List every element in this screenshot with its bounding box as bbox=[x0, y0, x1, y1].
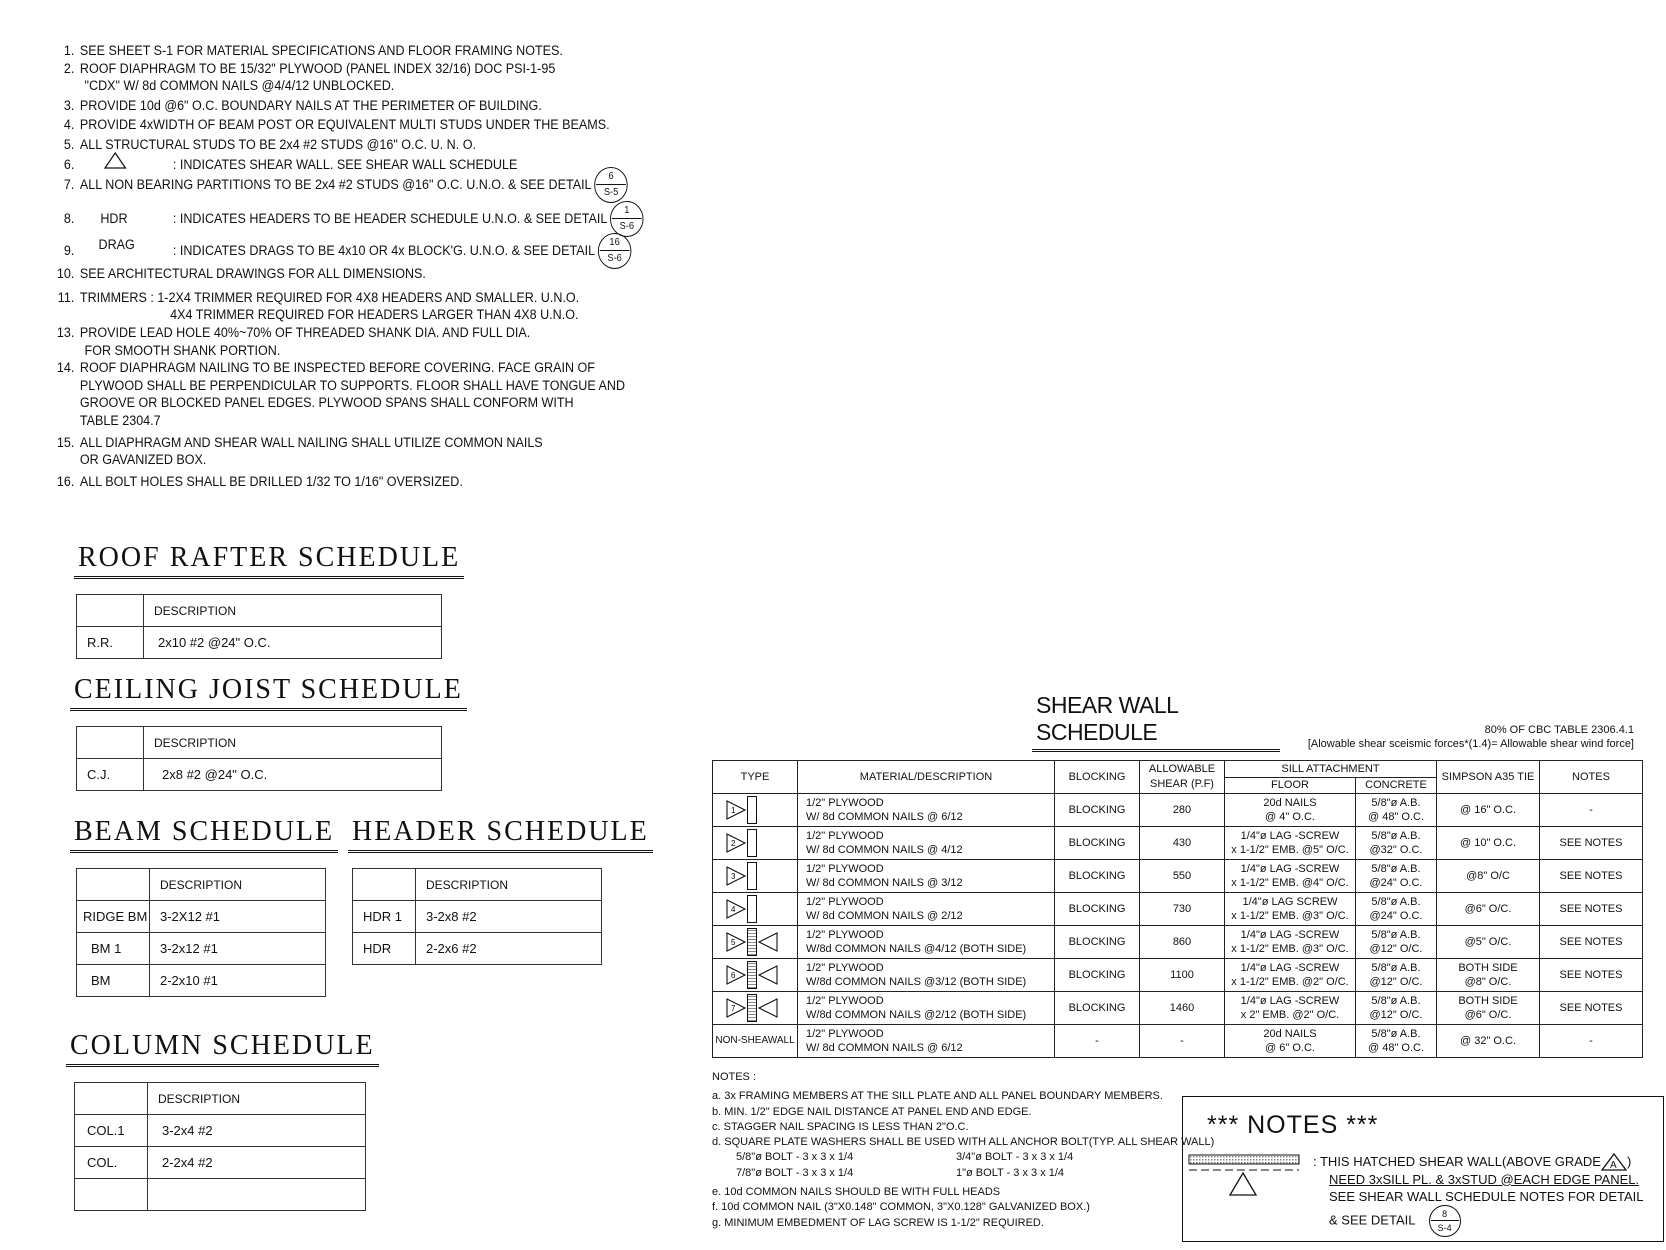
column-header: DESCRIPTION bbox=[150, 869, 326, 901]
concrete-cell: 5/8"ø A.B. @12" O/C. bbox=[1356, 926, 1437, 959]
note-number: 5. bbox=[63, 136, 75, 152]
detail-callout: 6 S-5 bbox=[594, 167, 627, 203]
floor-cell: 1/4"ø LAG -SCREW x 1-1/2" EMB. @5" O/C. bbox=[1225, 827, 1356, 860]
material-cell: 1/2" PLYWOOD W/ 8d COMMON NAILS @ 4/12 bbox=[798, 827, 1055, 860]
material-cell: 1/2" PLYWOOD W/8d COMMON NAILS @2/12 (BOTH SIDE) bbox=[798, 992, 1055, 1025]
mark-cell: R.R. bbox=[77, 627, 144, 659]
simpson-tie-cell: @ 32" O.C. bbox=[1437, 1025, 1540, 1058]
note-text: : INDICATES SHEAR WALL. SEE SHEAR WALL SCHEDULE bbox=[172, 156, 518, 172]
table-row bbox=[713, 992, 1643, 1025]
column-header: DESCRIPTION bbox=[416, 869, 602, 901]
detail-callout: 1 S-6 bbox=[610, 201, 643, 237]
notes-cell: - bbox=[1540, 1025, 1643, 1058]
column-header: NOTES bbox=[1540, 761, 1643, 794]
note-line: d. SQUARE PLATE WASHERS SHALL BE USED WITH ALL ANCHOR BOLT(TYP. ALL SHEAR WALL) bbox=[712, 1136, 1215, 1149]
shear-wall-schedule-title: SHEAR WALL SCHEDULE bbox=[1032, 692, 1280, 752]
blocking-cell: BLOCKING bbox=[1055, 827, 1140, 860]
notes-cell: - bbox=[1540, 794, 1643, 827]
column-schedule-title: COLUMN SCHEDULE bbox=[66, 1030, 379, 1067]
mark-cell: COL.1 bbox=[75, 1115, 148, 1147]
note-text: : INDICATES DRAGS TO BE 4x10 OR 4x BLOCK'G. U.N.O. & SEE DETAIL bbox=[172, 243, 596, 259]
note-text: SEE ARCHITECTURAL DRAWINGS FOR ALL DIMENSIONS. bbox=[79, 266, 426, 282]
table-row bbox=[713, 860, 1643, 893]
shear-wall-triangle-icon bbox=[80, 156, 173, 174]
note-2 bbox=[52, 60, 647, 78]
floor-cell: 1/4"ø LAG -SCREW x 1-1/2" EMB. @2" O/C. bbox=[1225, 959, 1356, 992]
notes-line: SEE SHEAR WALL SCHEDULE NOTES FOR DETAIL bbox=[1329, 1188, 1644, 1204]
description-cell bbox=[148, 1179, 366, 1211]
concrete-cell: 5/8"ø A.B. @24" O.C. bbox=[1356, 860, 1437, 893]
table-row bbox=[77, 901, 326, 933]
note-text: ALL NON BEARING PARTITIONS TO BE 2x4 #2 STUDS @16" O.C. U.N.O. & SEE DETAIL bbox=[79, 177, 592, 193]
blocking-cell: BLOCKING bbox=[1055, 959, 1140, 992]
svg-text:5: 5 bbox=[731, 938, 736, 947]
column-header: CONCRETE bbox=[1356, 777, 1437, 794]
floor-cell: 20d NAILS @ 4" O.C. bbox=[1225, 794, 1356, 827]
ceiling-joist-schedule-table bbox=[76, 726, 442, 791]
note-line: g. MINIMUM EMBEDMENT OF LAG SCREW IS 1-1/2" REQUIRED. bbox=[712, 1216, 1044, 1229]
mark-cell: HDR bbox=[353, 933, 416, 965]
note-7 bbox=[52, 171, 647, 199]
note-number: 16. bbox=[56, 473, 75, 489]
table-reference: 80% OF CBC TABLE 2306.4.1 bbox=[1484, 724, 1634, 736]
note-line: c. STAGGER NAIL SPACING IS LESS THAN 2"O.C. bbox=[712, 1120, 969, 1133]
description-cell: 3-2x8 #2 bbox=[416, 901, 602, 933]
note-text: ALL BOLT HOLES SHALL BE DRILLED 1/32 TO 1/16" OVERSIZED. bbox=[79, 473, 463, 489]
notes-box-title: *** NOTES *** bbox=[1207, 1111, 1379, 1139]
note-number: 13. bbox=[56, 324, 75, 340]
shear-cell: - bbox=[1140, 1025, 1225, 1058]
note-15 bbox=[52, 434, 647, 452]
floor-cell: 1/4"ø LAG -SCREW x 1-1/2" EMB. @4" O/C. bbox=[1225, 860, 1356, 893]
hatched-shear-wall-icon bbox=[1187, 1153, 1307, 1199]
note-text: ALL DIAPHRAGM AND SHEAR WALL NAILING SHALL UTILIZE COMMON NAILS bbox=[79, 434, 543, 450]
table-row bbox=[77, 759, 442, 791]
notes-title: NOTES : bbox=[712, 1071, 757, 1083]
notes-cell: SEE NOTES bbox=[1540, 860, 1643, 893]
washer-line: 5/8"ø BOLT - 3 x 3 x 1/4 bbox=[736, 1151, 854, 1164]
note-3 bbox=[52, 97, 647, 115]
note-text: FOR SMOOTH SHANK PORTION. bbox=[84, 342, 281, 358]
note-text: PROVIDE LEAD HOLE 40%~70% OF THREADED SHANK DIA. AND FULL DIA. bbox=[79, 324, 531, 340]
simpson-tie-cell: @6" O/C. bbox=[1437, 893, 1540, 926]
table-row bbox=[713, 959, 1643, 992]
note-text: : INDICATES HEADERS TO BE HEADER SCHEDULE U.N.O. & SEE DETAIL bbox=[172, 211, 608, 227]
note-number: 1. bbox=[63, 43, 75, 58]
notes-cell: SEE NOTES bbox=[1540, 893, 1643, 926]
mark-cell: BM bbox=[77, 965, 150, 997]
note-text: "CDX" W/ 8d COMMON NAILS @4/4/12 UNBLOCKED. bbox=[84, 78, 395, 94]
table-row bbox=[77, 965, 326, 997]
table-reference-note: [Alowable shear sceismic forces*(1.4)= Allowable shear wind force] bbox=[1307, 738, 1634, 750]
description-cell: 2-2x10 #1 bbox=[150, 965, 326, 997]
floor-cell: 1/4"ø LAG -SCREW x 1-1/2" EMB. @3" O/C. bbox=[1225, 926, 1356, 959]
table-row bbox=[713, 827, 1643, 860]
concrete-cell: 5/8"ø A.B. @ 48" O.C. bbox=[1356, 794, 1437, 827]
note-line: b. MIN. 1/2" EDGE NAIL DISTANCE AT PANEL END AND EDGE. bbox=[712, 1105, 1032, 1118]
concrete-cell: 5/8"ø A.B. @ 48" O.C. bbox=[1356, 1025, 1437, 1058]
column-header: ALLOWABLE SHEAR (P.F) bbox=[1140, 761, 1225, 794]
shear-wall-type-icon bbox=[713, 860, 798, 893]
column-header: DESCRIPTION bbox=[148, 1083, 366, 1115]
floor-cell: 1/4"ø LAG SCREW x 1-1/2" EMB. @3" O/C. bbox=[1225, 893, 1356, 926]
svg-text:6: 6 bbox=[731, 971, 736, 980]
note-13 bbox=[52, 324, 647, 342]
concrete-cell: 5/8"ø A.B. @12" O/C. bbox=[1356, 992, 1437, 1025]
drag-label: DRAG bbox=[98, 237, 135, 253]
note-6 bbox=[52, 156, 647, 174]
material-cell: 1/2" PLYWOOD W/ 8d COMMON NAILS @ 6/12 bbox=[798, 794, 1055, 827]
shear-wall-type-icon bbox=[713, 959, 798, 992]
simpson-tie-cell: @ 16" O.C. bbox=[1437, 794, 1540, 827]
simpson-tie-cell: BOTH SIDE @6" O/C. bbox=[1437, 992, 1540, 1025]
table-row bbox=[75, 1179, 366, 1211]
simpson-tie-cell: BOTH SIDE @8" O/C. bbox=[1437, 959, 1540, 992]
column-header: SIMPSON A35 TIE bbox=[1437, 761, 1540, 794]
description-cell: 3-2X12 #1 bbox=[150, 901, 326, 933]
note-number: 3. bbox=[63, 97, 75, 113]
table-row bbox=[77, 933, 326, 965]
shear-cell: 1460 bbox=[1140, 992, 1225, 1025]
notes-line: & SEE DETAIL bbox=[1329, 1212, 1415, 1227]
column-schedule-table bbox=[74, 1082, 366, 1211]
note-number: 8. bbox=[63, 211, 75, 227]
note-text: ROOF DIAPHRAGM TO BE 15/32" PLYWOOD (PANEL INDEX 32/16) DOC PSI-1-95 bbox=[79, 60, 556, 76]
hdr-label: HDR bbox=[100, 211, 128, 227]
note-number: 10. bbox=[56, 266, 75, 282]
description-cell: 2-2x4 #2 bbox=[148, 1147, 366, 1179]
roof-rafter-schedule-table bbox=[76, 594, 442, 659]
note-5 bbox=[52, 136, 647, 154]
note-text: OR GAVANIZED BOX. bbox=[79, 452, 207, 468]
washer-line: 3/4"ø BOLT - 3 x 3 x 1/4 bbox=[956, 1151, 1074, 1164]
table-row bbox=[77, 627, 442, 659]
mark-cell: RIDGE BM bbox=[77, 901, 150, 933]
note-number: 15. bbox=[56, 434, 75, 450]
material-cell: 1/2" PLYWOOD W/ 8d COMMON NAILS @ 6/12 bbox=[798, 1025, 1055, 1058]
table-row bbox=[713, 794, 1643, 827]
note-number: 4. bbox=[63, 117, 75, 133]
washer-line: 1"ø BOLT - 3 x 3 x 1/4 bbox=[956, 1166, 1065, 1179]
table-row bbox=[353, 933, 602, 965]
note-text: PROVIDE 4xWIDTH OF BEAM POST OR EQUIVALENT MULTI STUDS UNDER THE BEAMS. bbox=[79, 117, 610, 133]
a-marker-triangle-icon: A bbox=[1601, 1155, 1627, 1171]
description-cell: 3-2x12 #1 bbox=[150, 933, 326, 965]
mark-cell: C.J. bbox=[77, 759, 144, 791]
shear-wall-type-icon bbox=[713, 827, 798, 860]
shear-wall-schedule-table bbox=[712, 760, 1643, 1058]
material-cell: 1/2" PLYWOOD W/ 8d COMMON NAILS @ 2/12 bbox=[798, 893, 1055, 926]
roof-rafter-schedule-title: ROOF RAFTER SCHEDULE bbox=[74, 542, 464, 579]
description-cell: 2x8 #2 @24" O.C. bbox=[144, 759, 442, 791]
table-header-row bbox=[75, 1083, 366, 1115]
column-header: DESCRIPTION bbox=[144, 727, 442, 759]
shear-wall-type-icon bbox=[713, 893, 798, 926]
svg-text:4: 4 bbox=[731, 905, 736, 914]
washer-line: 7/8"ø BOLT - 3 x 3 x 1/4 bbox=[736, 1166, 854, 1179]
svg-text:7: 7 bbox=[731, 1004, 736, 1013]
note-text: TRIMMERS : 1-2X4 TRIMMER REQUIRED FOR 4X8 HEADERS AND SMALLER. U.N.O. bbox=[79, 289, 580, 305]
table-row bbox=[713, 926, 1643, 959]
mark-cell: BM 1 bbox=[77, 933, 150, 965]
description-cell: 2-2x6 #2 bbox=[416, 933, 602, 965]
notes-line: NEED 3xSILL PL. & 3xSTUD @EACH EDGE PANEL. bbox=[1329, 1171, 1640, 1187]
note-text: GROOVE OR BLOCKED PANEL EDGES. PLYWOOD SPANS SHALL CONFORM WITH bbox=[79, 395, 574, 411]
table-row bbox=[353, 901, 602, 933]
concrete-cell: 5/8"ø A.B. @32" O.C. bbox=[1356, 827, 1437, 860]
concrete-cell: 5/8"ø A.B. @12" O/C. bbox=[1356, 959, 1437, 992]
blocking-cell: BLOCKING bbox=[1055, 794, 1140, 827]
note-line: f. 10d COMMON NAIL (3"X0.148" COMMON, 3"X0.128" GALVANIZED BOX.) bbox=[712, 1201, 1090, 1214]
table-row bbox=[713, 893, 1643, 926]
note-text: TABLE 2304.7 bbox=[79, 412, 161, 428]
header-schedule-title: HEADER SCHEDULE bbox=[348, 816, 653, 853]
concrete-cell: 5/8"ø A.B. @24" O.C. bbox=[1356, 893, 1437, 926]
shear-cell: 730 bbox=[1140, 893, 1225, 926]
simpson-tie-cell: @ 10" O.C. bbox=[1437, 827, 1540, 860]
column-header: FLOOR bbox=[1225, 777, 1356, 794]
column-header: SILL ATTACHMENT bbox=[1225, 761, 1437, 778]
svg-text:1: 1 bbox=[731, 806, 736, 815]
note-text: 4X4 TRIMMER REQUIRED FOR HEADERS LARGER THAN 4X8 U.N.O. bbox=[170, 307, 579, 323]
svg-text:3: 3 bbox=[731, 872, 736, 881]
note-14 bbox=[52, 359, 647, 377]
simpson-tie-cell: @8" O/C bbox=[1437, 860, 1540, 893]
note-text: ALL STRUCTURAL STUDS TO BE 2x4 #2 STUDS @16" O.C. U. N. O. bbox=[79, 136, 476, 152]
general-notes bbox=[52, 42, 647, 490]
note-1 bbox=[52, 42, 647, 60]
notes-cell: SEE NOTES bbox=[1540, 827, 1643, 860]
notes-box-text: : THIS HATCHED SHEAR WALL(ABOVE GRADE A ) NEED 3xSILL PL. & 3xSTUD @EACH EDGE PANEL. SEE SHEAR WALL SCHEDULE NOTES FOR DETAIL & SEE DETAIL $\frac{8}{S-4}$ bbox=[1313, 1153, 1643, 1237]
note-number: 14. bbox=[56, 360, 75, 376]
shear-wall-notes bbox=[712, 1070, 1214, 1231]
note-number: 2. bbox=[63, 60, 75, 76]
shear-cell: 430 bbox=[1140, 827, 1225, 860]
table-header-row bbox=[77, 595, 442, 627]
blocking-cell: BLOCKING bbox=[1055, 893, 1140, 926]
description-cell: 2x10 #2 @24" O.C. bbox=[144, 627, 442, 659]
note-number: 9. bbox=[63, 243, 75, 259]
shear-wall-type-icon bbox=[713, 794, 798, 827]
notes-box bbox=[1182, 1096, 1664, 1242]
note-10 bbox=[52, 265, 647, 283]
shear-cell: 860 bbox=[1140, 926, 1225, 959]
note-text: PROVIDE 10d @6" O.C. BOUNDARY NAILS AT THE PERIMETER OF BUILDING. bbox=[79, 97, 542, 113]
note-4 bbox=[52, 116, 647, 134]
column-header: TYPE bbox=[713, 761, 798, 794]
mark-cell: COL. bbox=[75, 1147, 148, 1179]
blocking-cell: BLOCKING bbox=[1055, 992, 1140, 1025]
table-header-row bbox=[713, 761, 1643, 778]
beam-schedule-title: BEAM SCHEDULE bbox=[70, 816, 338, 853]
blocking-cell: - bbox=[1055, 1025, 1140, 1058]
table-header-row bbox=[77, 869, 326, 901]
notes-cell: SEE NOTES bbox=[1540, 959, 1643, 992]
note-8 bbox=[52, 205, 647, 233]
column-header: BLOCKING bbox=[1055, 761, 1140, 794]
description-cell: 3-2x4 #2 bbox=[148, 1115, 366, 1147]
table-row bbox=[75, 1147, 366, 1179]
blocking-cell: BLOCKING bbox=[1055, 860, 1140, 893]
detail-callout: 16 S-6 bbox=[598, 233, 631, 269]
note-text: ROOF DIAPHRAGM NAILING TO BE INSPECTED BEFORE COVERING. FACE GRAIN OF bbox=[79, 360, 595, 376]
table-row bbox=[713, 1025, 1643, 1058]
note-number: 6. bbox=[63, 156, 75, 172]
notes-cell: SEE NOTES bbox=[1540, 926, 1643, 959]
notes-cell: SEE NOTES bbox=[1540, 992, 1643, 1025]
note-line: a. 3x FRAMING MEMBERS AT THE SILL PLATE AND ALL PANEL BOUNDARY MEMBERS. bbox=[712, 1090, 1163, 1103]
mark-cell: HDR 1 bbox=[353, 901, 416, 933]
ceiling-joist-schedule-title: CEILING JOIST SCHEDULE bbox=[70, 674, 467, 711]
simpson-tie-cell: @5" O/C. bbox=[1437, 926, 1540, 959]
washer-sizes bbox=[712, 1150, 1214, 1181]
note-number: 11. bbox=[57, 289, 75, 305]
header-schedule-table bbox=[352, 868, 602, 965]
type-cell: NON-SHEAWALL bbox=[713, 1025, 798, 1058]
note-text: PLYWOOD SHALL BE PERPENDICULAR TO SUPPORTS. FLOOR SHALL HAVE TONGUE AND bbox=[79, 377, 626, 393]
material-cell: 1/2" PLYWOOD W/ 8d COMMON NAILS @ 3/12 bbox=[798, 860, 1055, 893]
column-header: MATERIAL/DESCRIPTION bbox=[798, 761, 1055, 794]
mark-cell bbox=[75, 1179, 148, 1211]
note-number: 7. bbox=[63, 177, 75, 193]
notes-line: : THIS HATCHED SHEAR WALL(ABOVE GRADE bbox=[1313, 1154, 1601, 1169]
shear-cell: 280 bbox=[1140, 794, 1225, 827]
table-row bbox=[75, 1115, 366, 1147]
note-11 bbox=[52, 289, 647, 307]
beam-schedule-table bbox=[76, 868, 326, 997]
table-header-row bbox=[353, 869, 602, 901]
column-header: DESCRIPTION bbox=[144, 595, 442, 627]
table-header-row bbox=[77, 727, 442, 759]
note-9 bbox=[52, 237, 647, 265]
svg-text:2: 2 bbox=[731, 839, 736, 848]
shear-wall-type-icon bbox=[713, 926, 798, 959]
shear-cell: 550 bbox=[1140, 860, 1225, 893]
note-line: e. 10d COMMON NAILS SHOULD BE WITH FULL HEADS bbox=[712, 1186, 1001, 1199]
detail-callout: $\frac{8}{S-4}$ bbox=[1429, 1205, 1461, 1237]
blocking-cell: BLOCKING bbox=[1055, 926, 1140, 959]
material-cell: 1/2" PLYWOOD W/8d COMMON NAILS @4/12 (BOTH SIDE) bbox=[798, 926, 1055, 959]
shear-wall-type-icon bbox=[713, 992, 798, 1025]
floor-cell: 20d NAILS @ 6" O.C. bbox=[1225, 1025, 1356, 1058]
shear-cell: 1100 bbox=[1140, 959, 1225, 992]
material-cell: 1/2" PLYWOOD W/8d COMMON NAILS @3/12 (BOTH SIDE) bbox=[798, 959, 1055, 992]
note-text: SEE SHEET S-1 FOR MATERIAL SPECIFICATIONS AND FLOOR FRAMING NOTES. bbox=[79, 43, 563, 58]
floor-cell: 1/4"ø LAG -SCREW x 2" EMB. @2" O/C. bbox=[1225, 992, 1356, 1025]
note-16 bbox=[52, 473, 647, 491]
